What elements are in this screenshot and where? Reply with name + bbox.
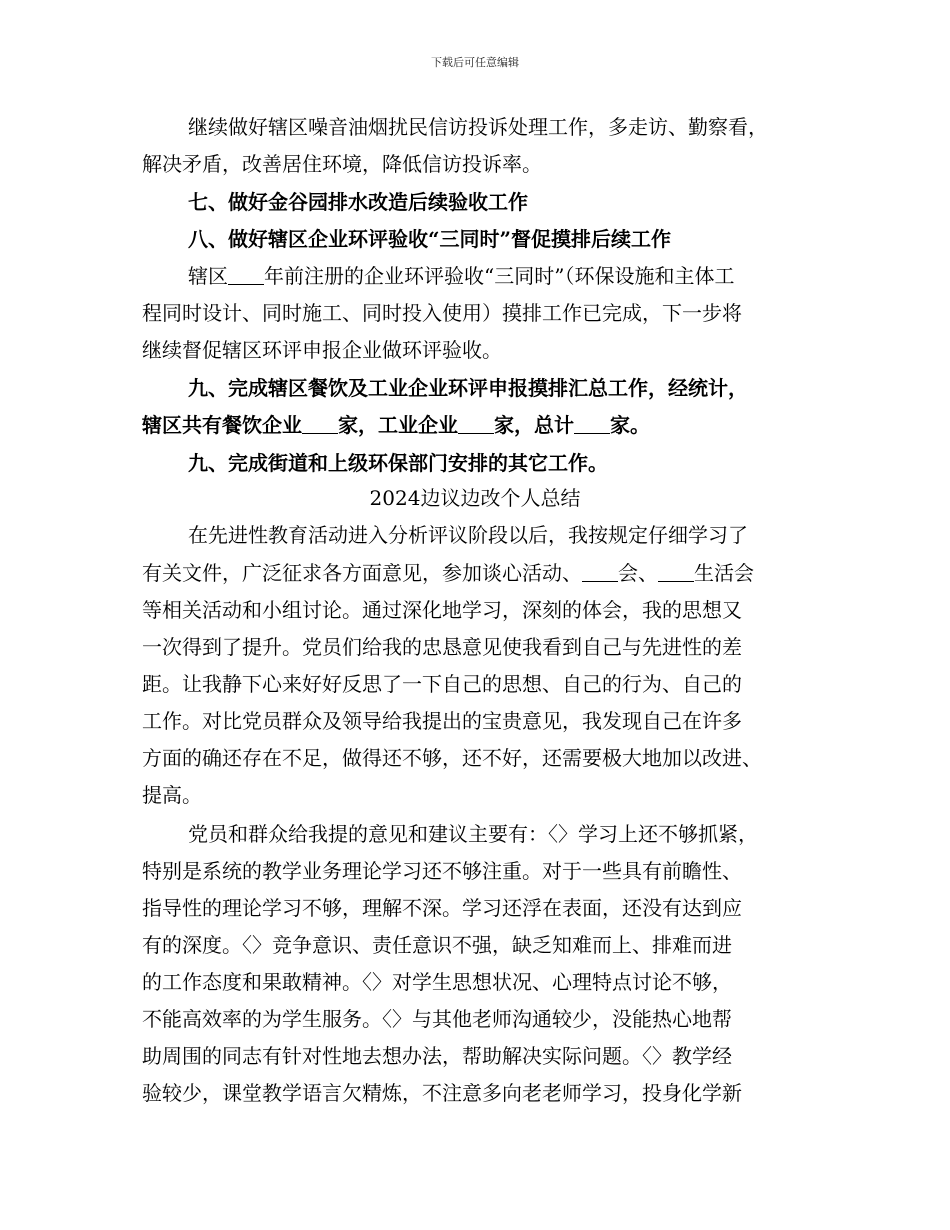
- text-line: 一次得到了提升。党员们给我的忠恳意见使我看到自己与先进性的差: [142, 635, 742, 659]
- text-line: 八、做好辖区企业环评验收“三同时”督促摸排后续工作: [188, 227, 672, 251]
- text-line: 程同时设计、同时施工、同时投入使用）摸排工作已完成，下一步将: [142, 301, 742, 325]
- text-line: 距。让我静下心来好好反思了一下自己的思想、自己的行为、自己的: [142, 672, 742, 696]
- text-segment: 家，总计: [494, 413, 574, 437]
- text-segment: 生活会: [694, 561, 754, 585]
- text-line: 党员和群众给我提的意见和建议主要有：〈〉学习上还不够抓紧，: [188, 822, 758, 846]
- text-line: 有的深度。〈〉竞争意识、责任意识不强，缺乏知难而上、排难而进: [142, 933, 732, 957]
- text-segment: 年前注册的企业环评验收“三同时”（环保设施和主体工: [264, 264, 735, 288]
- fill-blank: [228, 266, 264, 285]
- text-line: 解决矛盾，改善居住环境，降低信访投诉率。: [142, 152, 542, 176]
- document-title: 2024边议边改个人总结: [369, 486, 581, 510]
- text-line: 的工作态度和果敢精神。〈〉对学生思想状况、心理特点讨论不够，: [142, 970, 732, 994]
- text-line: 验较少，课堂教学语言欠精炼，不注意多向老老师学习，投身化学新: [142, 1081, 742, 1105]
- text-line: 方面的确还存在不足，做得还不够，还不好，还需要极大地加以改进、: [142, 746, 762, 770]
- text-line-meetings: [142, 560, 754, 586]
- text-segment: 有关文件，广泛征求各方面意见，参加谈心活动、: [142, 561, 582, 585]
- text-segment: 辖区: [188, 264, 228, 288]
- text-line-blank-year: [188, 263, 734, 289]
- page-header: 下载后可任意编辑: [431, 56, 519, 69]
- text-line: 七、做好金谷园排水改造后续验收工作: [188, 190, 528, 214]
- fill-blank: [574, 415, 610, 434]
- text-line: 在先进性教育活动进入分析评议阶段以后，我按规定仔细学习了: [188, 523, 748, 547]
- text-segment: 家。: [610, 413, 650, 437]
- text-line: 特别是系统的教学业务理论学习还不够注重。对于一些具有前瞻性、: [142, 859, 742, 883]
- text-line: 指导性的理论学习不够，理解不深。学习还浮在表面，还没有达到应: [142, 896, 742, 920]
- text-line: 不能高效率的为学生服务。〈〉与其他老师沟通较少，没能热心地帮: [142, 1007, 732, 1031]
- text-line: 九、完成街道和上级环保部门安排的其它工作。: [188, 451, 608, 475]
- text-line: 等相关活动和小组讨论。通过深化地学习，深刻的体会，我的思想又: [142, 598, 742, 622]
- text-line-enterprise-count: [142, 412, 650, 438]
- text-segment: 会、: [618, 561, 658, 585]
- text-line: 九、完成辖区餐饮及工业企业环评申报摸排汇总工作，经统计，: [188, 376, 748, 400]
- fill-blank: [302, 415, 338, 434]
- text-line: 提高。: [142, 783, 202, 807]
- fill-blank: [658, 563, 694, 582]
- text-segment: 辖区共有餐饮企业: [142, 413, 302, 437]
- text-line: 继续做好辖区噪音油烟扰民信访投诉处理工作，多走访、勤察看，: [188, 115, 768, 139]
- fill-blank: [582, 563, 618, 582]
- text-line: 助周围的同志有针对性地去想办法，帮助解决实际问题。〈〉教学经: [142, 1044, 732, 1068]
- text-segment: 家，工业企业: [338, 413, 458, 437]
- text-line: 继续督促辖区环评申报企业做环评验收。: [142, 338, 502, 362]
- text-line: 工作。对比党员群众及领导给我提出的宝贵意见，我发现自己在许多: [142, 709, 742, 733]
- fill-blank: [458, 415, 494, 434]
